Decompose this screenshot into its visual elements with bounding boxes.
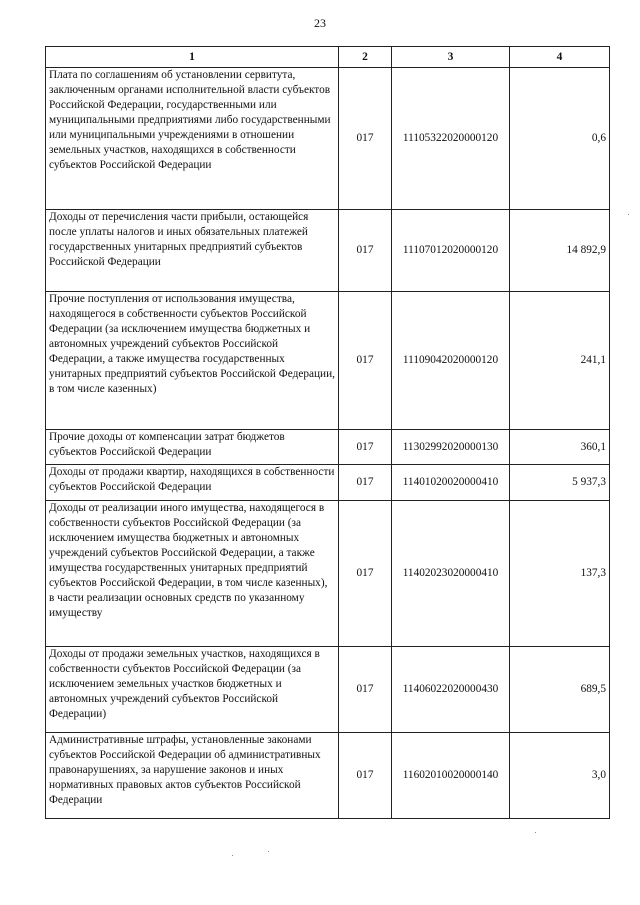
row-budget-code: 11401020020000410 — [392, 465, 510, 501]
row-budget-code: 11406022020000430 — [392, 647, 510, 733]
row-amount: 241,1 — [510, 292, 610, 430]
column-header-1: 1 — [46, 47, 339, 68]
table-row — [46, 501, 610, 647]
row-amount: 360,1 — [510, 430, 610, 465]
row-budget-code: 11105322020000120 — [392, 68, 510, 210]
table-row — [46, 292, 610, 430]
row-admin-code: 017 — [339, 733, 392, 819]
revenue-table — [45, 46, 610, 819]
row-budget-code: 11602010020000140 — [392, 733, 510, 819]
table-row — [46, 465, 610, 501]
row-admin-code: 017 — [339, 430, 392, 465]
row-description: Доходы от продажи земельных участков, находящихся в собственности субъектов Российской Федерации (за исключением земельных участков бюджетных и автономных учреждений субъектов Российской Федерации) — [46, 647, 339, 733]
row-description: Плата по соглашениям об установлении сервитута, заключенным органами исполнительной власти субъектов Российской Федерации, государственными или муниципальными предприятиями либо государственными или муниципальными учреждениями в отношении земельных участков, находящихся в собственности субъектов Российской Федерации — [46, 68, 339, 210]
row-description: Административные штрафы, установленные законами субъектов Российской Федерации об административных правонарушениях, за нарушение законов и иных нормативных правовых актов субъектов Российской Федерации — [46, 733, 339, 819]
table-row — [46, 647, 610, 733]
row-admin-code: 017 — [339, 647, 392, 733]
row-amount: 14 892,9 — [510, 210, 610, 292]
table-header-row — [46, 47, 610, 68]
row-budget-code: 11107012020000120 — [392, 210, 510, 292]
table-row — [46, 210, 610, 292]
table-row — [46, 430, 610, 465]
column-header-4: 4 — [510, 47, 610, 68]
column-header-3: 3 — [392, 47, 510, 68]
row-description: Доходы от продажи квартир, находящихся в собственности субъектов Российской Федерации — [46, 465, 339, 501]
scan-speck — [628, 214, 629, 215]
row-admin-code: 017 — [339, 501, 392, 647]
table-row — [46, 733, 610, 819]
row-admin-code: 017 — [339, 68, 392, 210]
row-description: Прочие поступления от использования имущества, находящегося в собственности субъектов Российской Федерации (за исключением имущества бюджетных и автономных учреждений субъектов Российской Федерации, а также имущества государственных унитарных предприятий субъектов Российской Федерации, в том числе казенных) — [46, 292, 339, 430]
row-budget-code: 11402023020000410 — [392, 501, 510, 647]
scan-speck — [535, 832, 536, 833]
scan-speck — [232, 855, 233, 856]
row-description: Доходы от реализации иного имущества, находящегося в собственности субъектов Российской Федерации (за исключением имущества бюджетных и автономных учреждений субъектов Российской Федерации, а также имущества государственных унитарных предприятий субъектов Российской Федерации, в том числе казенных), в части реализации основных средств по указанному имуществу — [46, 501, 339, 647]
scan-speck — [268, 851, 269, 852]
row-description: Прочие доходы от компенсации затрат бюджетов субъектов Российской Федерации — [46, 430, 339, 465]
column-header-2: 2 — [339, 47, 392, 68]
row-description: Доходы от перечисления части прибыли, остающейся после уплаты налогов и иных обязательных платежей государственных унитарных предприятий субъектов Российской Федерации — [46, 210, 339, 292]
row-admin-code: 017 — [339, 292, 392, 430]
page-number: 23 — [314, 16, 326, 30]
row-amount: 0,6 — [510, 68, 610, 210]
row-budget-code: 11109042020000120 — [392, 292, 510, 430]
row-amount: 689,5 — [510, 647, 610, 733]
row-amount: 137,3 — [510, 501, 610, 647]
row-amount: 3,0 — [510, 733, 610, 819]
row-admin-code: 017 — [339, 465, 392, 501]
row-amount: 5 937,3 — [510, 465, 610, 501]
row-budget-code: 11302992020000130 — [392, 430, 510, 465]
row-admin-code: 017 — [339, 210, 392, 292]
table-row — [46, 68, 610, 210]
